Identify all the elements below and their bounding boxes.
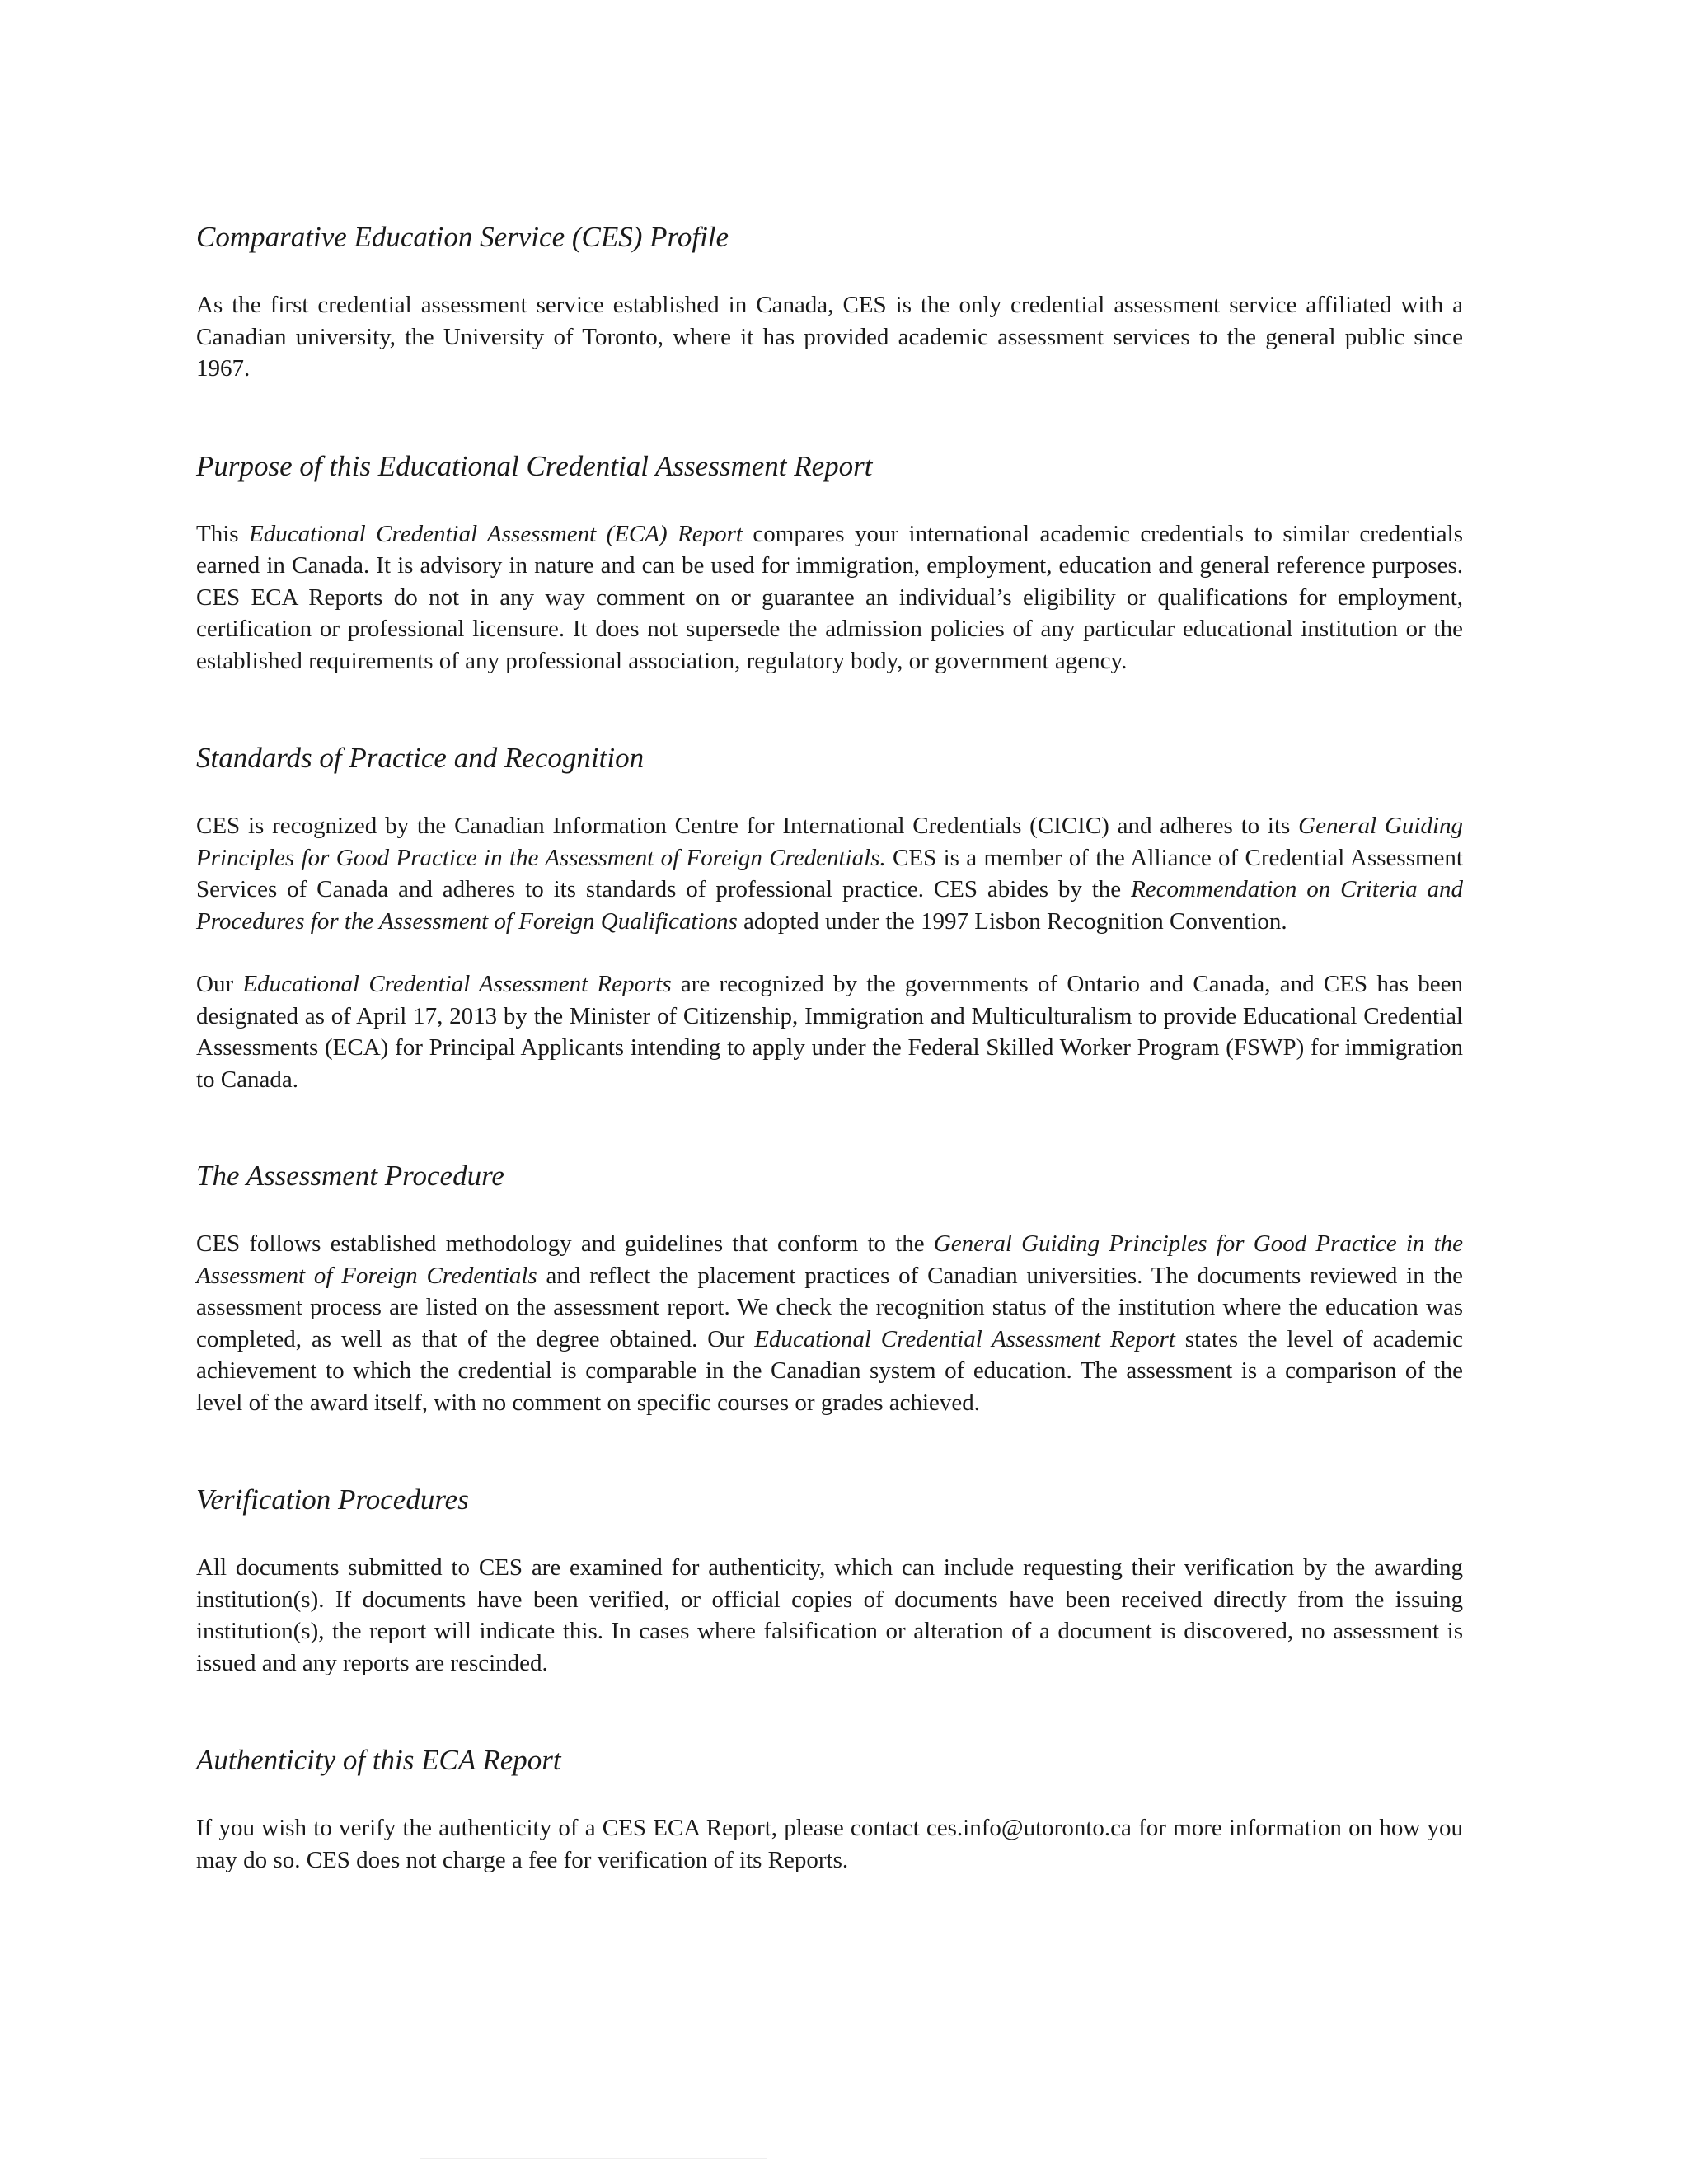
section-heading: Purpose of this Educational Credential Assessment Report [196,449,873,482]
section-paragraph: If you wish to verify the authenticity of a CES ECA Report, please contact ces.info@utoronto.ca for more information on how you may do so. CES does not charge a fee for verification of its Reports. [196,1815,1463,1873]
section-heading: Authenticity of this ECA Report [196,1744,561,1776]
scan-artifact-line [420,2158,767,2159]
section-standards [196,742,1463,1095]
section-paragraph: As the first credential assessment service established in Canada, CES is the only credential assessment service affiliated with a Canadian university, the University of Toronto, where it has provided academic assessment services to the general public since 1967. [196,292,1463,382]
section-paragraph: This Educational Credential Assessment (ECA) Report compares your international academic credentials to similar credentials earned in Canada. It is advisory in nature and can be used for immigration, employment, education and general reference purposes. CES ECA Reports do not in any way comment on or guarantee an individual’s eligibility or qualifications for employment, certification or professional licensure. It does not supersede the admission policies of any particular educational institution or the established requirements of any professional association, regulatory body, or government agency. [196,520,1463,674]
section-heading: The Assessment Procedure [196,1160,504,1192]
section-paragraph: Our Educational Credential Assessment Reports are recognized by the governments of Ontario and Canada, and CES has been designated as of April 17, 2013 by the Minister of Citizenship, Immigration and Multiculturalism to provide Educational Credential Assessments (ECA) for Principal Applicants intending to apply under the Federal Skilled Worker Program (FSWP) for immigration to Canada. [196,971,1463,1093]
section-paragraph: All documents submitted to CES are examined for authenticity, which can include requesting their verification by the awarding institution(s). If documents have been verified, or official copies of documents have been received directly from the issuing institution(s), the report will indicate this. In cases where falsification or alteration of a document is discovered, no assessment is issued and any reports are rescinded. [196,1554,1463,1676]
section-verification [196,1483,1463,1679]
contact-email[interactable]: ces.info@utoronto.ca [926,1815,1132,1841]
section-authenticity [196,1744,1463,1876]
section-purpose [196,450,1463,677]
section-heading: Verification Procedures [196,1483,469,1516]
document-page [196,221,1463,1876]
section-paragraph: CES follows established methodology and guidelines that conform to the General Guiding Principles for Good Practice in the Assessment of Foreign Credentials and reflect the placement practices of Canadian universities. The documents reviewed in the assessment process are listed on the assessment report. We check the recognition status of the institution where the education was completed, as well as that of the degree obtained. Our Educational Credential Assessment Report states the level of academic achievement to which the credential is comparable in the Canadian system of education. The assessment is a comparison of the level of the award itself, with no comment on specific courses or grades achieved. [196,1230,1464,1416]
section-ces-profile [196,221,1463,385]
section-heading: Standards of Practice and Recognition [196,742,645,774]
section-heading: Comparative Education Service (CES) Profile [196,221,729,253]
section-assessment-procedure [196,1160,1463,1418]
section-paragraph: CES is recognized by the Canadian Information Centre for International Credentials (CICIC) and adheres to its General Guiding Principles for Good Practice in the Assessment of Foreign Credentials. CES is a member of the Alliance of Credential Assessment Services of Canada and adheres to its standards of professional practice. CES abides by the Recommendation on Criteria and Procedures for the Assessment of Foreign Qualifications adopted under the 1997 Lisbon Recognition Convention. [196,813,1463,935]
